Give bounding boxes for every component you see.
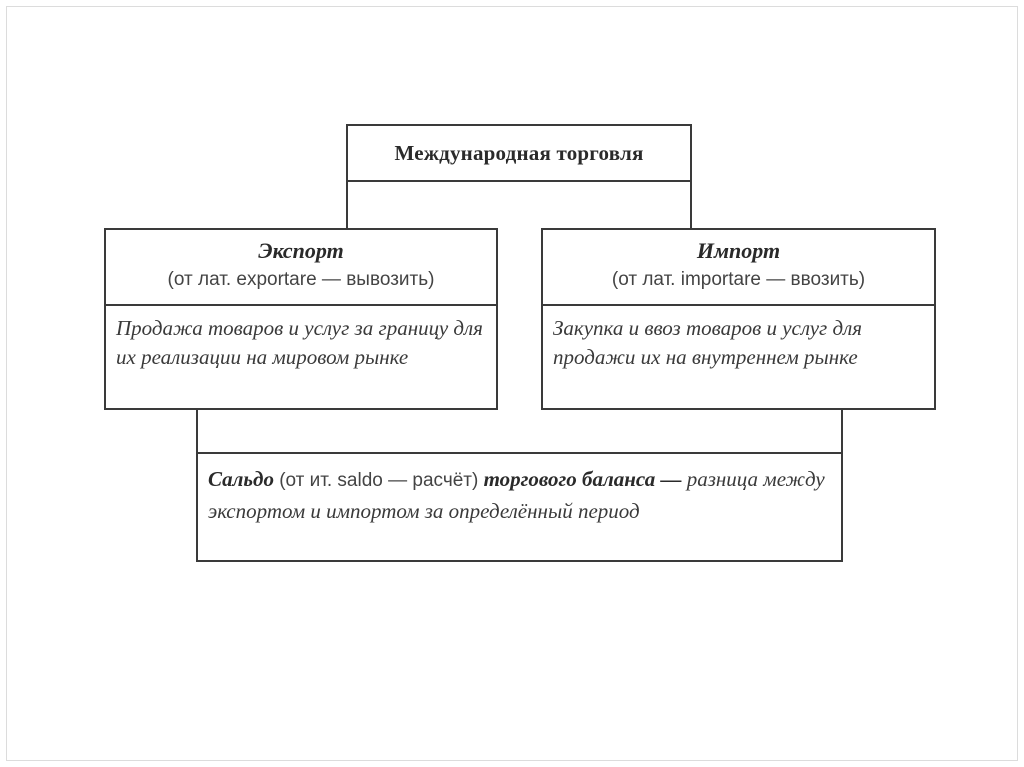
connector-root-export xyxy=(346,180,348,230)
export-node xyxy=(104,228,498,410)
root-node-label: Международная торговля xyxy=(394,140,644,165)
balance-term-rest: торгового баланса — xyxy=(483,467,682,491)
export-origin: (от лат. exportare — вывозить) xyxy=(167,269,435,290)
import-origin: (от лат. importare — ввозить) xyxy=(611,269,866,290)
export-header xyxy=(106,230,496,306)
balance-origin: (от ит. saldo — расчёт) xyxy=(279,470,479,491)
export-name: Экспорт xyxy=(258,238,344,263)
export-definition: Продажа товаров и услуг за границу для их реализации на мировом рынке xyxy=(116,316,483,369)
root-node-international-trade xyxy=(346,124,692,182)
import-name: Импорт xyxy=(696,238,781,263)
balance-term: Сальдо xyxy=(208,467,274,491)
connector-import-balance xyxy=(841,408,843,454)
balance-definition: разница между экспортом и импортом за определённый период xyxy=(208,467,825,523)
import-node xyxy=(541,228,936,410)
trade-balance-node xyxy=(196,452,843,562)
import-header xyxy=(543,230,934,306)
connector-root-import xyxy=(690,180,692,230)
import-definition: Закупка и ввоз товаров и услуг для продажи их на внутреннем рынке xyxy=(553,316,863,369)
connector-export-balance xyxy=(196,408,198,454)
